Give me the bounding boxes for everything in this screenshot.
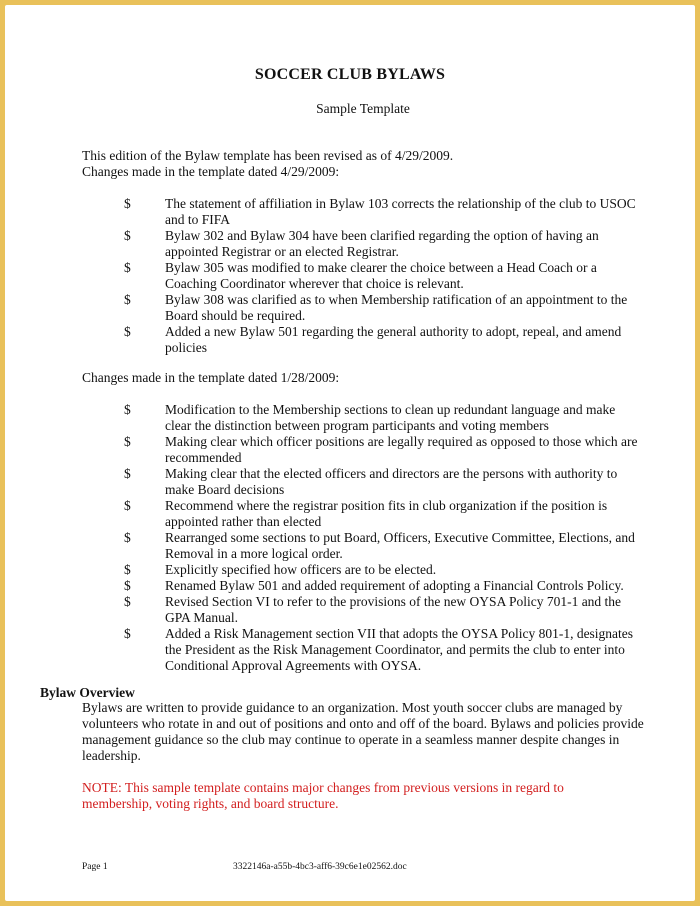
revision-statement: This edition of the Bylaw template has been revised as of 4/29/2009.: [82, 148, 454, 163]
list-item: [82, 324, 652, 356]
bullet-symbol: $: [124, 578, 131, 593]
list-item: [82, 530, 652, 562]
bullet-symbol: $: [124, 626, 131, 641]
bullet-symbol: $: [124, 434, 131, 449]
bullet-symbol: $: [124, 292, 131, 307]
footer-filename: 3322146a-a55b-4bc3-aff6-39c6e1e02562.doc: [233, 862, 407, 872]
list-item: [82, 626, 652, 674]
footer-page-number: Page 1: [82, 862, 108, 872]
bullet-symbol: $: [124, 324, 131, 339]
list-item-text: Added a Risk Management section VII that adopts the OYSA Policy 801-1, designates the President as the Risk Management Coordinator, and permits the club to enter into Conditional Approval Agreements with OYSA.: [165, 626, 634, 673]
list-item-text: Added a new Bylaw 501 regarding the general authority to adopt, repeal, and amend policies: [165, 324, 622, 355]
list-item-text: The statement of affiliation in Bylaw 103 corrects the relationship of the club to USOC and to FIFA: [165, 196, 636, 227]
document-title: SOCCER CLUB BYLAWS: [254, 66, 446, 83]
list-item-text: Recommend where the registrar position fits in club organization if the position is appointed rather than elected: [165, 498, 608, 529]
list-item: [82, 292, 652, 324]
intro-paragraph: [82, 148, 642, 180]
changes-list-april: [82, 196, 652, 356]
bullet-symbol: $: [124, 196, 131, 211]
list-item: [82, 434, 652, 466]
list-item-text: Modification to the Membership sections to clean up redundant language and make clear the distinction between program participants and voting members: [165, 402, 616, 433]
list-item-text: Bylaw 308 was clarified as to when Membership ratification of an appointment to the Board should be required.: [165, 292, 628, 323]
list-item: [82, 578, 652, 594]
document-subtitle: Sample Template: [316, 101, 410, 116]
list-item: [82, 196, 652, 228]
overview-paragraph: Bylaws are written to provide guidance to an organization. Most youth soccer clubs are managed by volunteers who rotate in and out of positions and onto and off of the board. Bylaws and policies provide management guidance so the club may continue to operate in a seamless manner despite changes in leadership.: [82, 700, 644, 763]
bullet-symbol: $: [124, 228, 131, 243]
bullet-symbol: $: [124, 530, 131, 545]
list-item-text: Bylaw 305 was modified to make clearer the choice between a Head Coach or a Coaching Coordinator wherever that choice is relevant.: [165, 260, 597, 291]
bullet-symbol: $: [124, 402, 131, 417]
list-item-text: Making clear that the elected officers and directors are the persons with authority to make Board decisions: [165, 466, 618, 497]
changes-list-january: [82, 402, 652, 674]
list-item: [82, 402, 652, 434]
list-item-text: Rearranged some sections to put Board, Officers, Executive Committee, Elections, and Removal in a more logical order.: [165, 530, 635, 561]
list-item: [82, 594, 652, 626]
list-item: [82, 498, 652, 530]
list-item: [82, 562, 652, 578]
bullet-symbol: $: [124, 562, 131, 577]
bullet-symbol: $: [124, 260, 131, 275]
overview-heading: Bylaw Overview: [40, 685, 135, 700]
bullet-symbol: $: [124, 466, 131, 481]
bullet-symbol: $: [124, 594, 131, 609]
changes-heading-january: Changes made in the template dated 1/28/2009:: [82, 370, 340, 385]
list-item-text: Revised Section VI to refer to the provisions of the new OYSA Policy 701-1 and the GPA Manual.: [165, 594, 622, 625]
list-item-text: Explicitly specified how officers are to be elected.: [165, 562, 437, 577]
list-item: [82, 466, 652, 498]
bullet-symbol: $: [124, 498, 131, 513]
changes-heading-april: Changes made in the template dated 4/29/2009:: [82, 164, 340, 179]
list-item-text: Bylaw 302 and Bylaw 304 have been clarified regarding the option of having an appointed Registrar or an elected Registrar.: [165, 228, 599, 259]
list-item-text: Renamed Bylaw 501 and added requirement of adopting a Financial Controls Policy.: [165, 578, 624, 593]
list-item-text: Making clear which officer positions are legally required as opposed to those which are recommended: [165, 434, 638, 465]
list-item: [82, 260, 652, 292]
list-item: [82, 228, 652, 260]
note-paragraph: NOTE: This sample template contains major changes from previous versions in regard to membership, voting rights, and board structure.: [82, 780, 564, 811]
